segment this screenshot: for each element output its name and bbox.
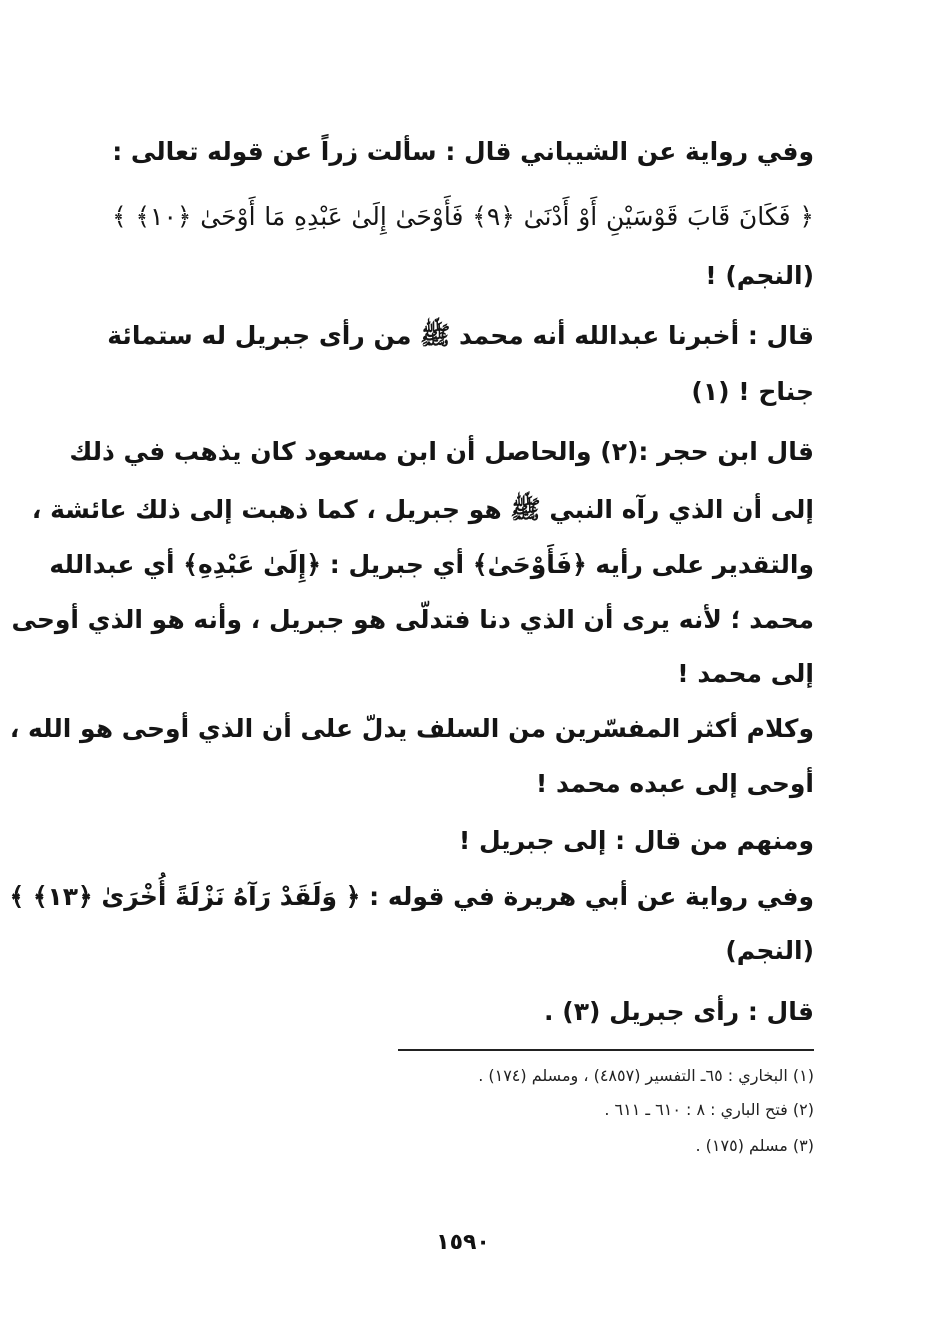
body-line-5: جناح ! (١): [691, 377, 814, 406]
body-line-16: قال : رأى جبريل (٣) .: [544, 997, 814, 1026]
body-line-11: وكلام أكثر المفسّرين من السلف يدلّ على أن الذي أوحى هو الله ،: [9, 714, 814, 743]
footnote-separator: [398, 1049, 814, 1051]
quran-verse-line: ﴿ فَكَانَ قَابَ قَوْسَيْنِ أَوْ أَدْنَىٰ ﴿٩﴾ فَأَوْحَىٰ إِلَىٰ عَبْدِهِ مَا أَوْحَىٰ ﴿١٠﴾ ﴾: [112, 202, 814, 231]
footnote-1: (١) البخاري : ٦٥ـ التفسير (٤٨٥٧) ، ومسلم (١٧٤) .: [478, 1066, 814, 1085]
body-line-4: قال : أخبرنا عبدالله أنه محمد ﷺ من رأى جبريل له ستمائة: [107, 321, 814, 350]
surah-reference: (النجم) !: [705, 261, 814, 290]
body-line-10: إلى محمد !: [677, 659, 814, 688]
footnote-3: (٣) مسلم (١٧٥) .: [695, 1136, 814, 1155]
body-line-7: إلى أن الذي رآه النبي ﷺ هو جبريل ، كما ذهبت إلى ذلك عائشة ،: [31, 495, 814, 524]
surah-reference-2: (النجم): [725, 936, 814, 965]
body-line-13: ومنهم من قال : إلى جبريل !: [458, 826, 814, 855]
body-line-1: وفي رواية عن الشيباني قال : سألت زراً عن قوله تعالى :: [112, 137, 814, 166]
body-line-9: محمد ؛ لأنه يرى أن الذي دنا فتدلّى هو جبريل ، وأنه هو الذي أوحى: [11, 605, 814, 634]
quran-verse-line-2: وفي رواية عن أبي هريرة في قوله : ﴿ وَلَقَدْ رَآهُ نَزْلَةً أُخْرَىٰ ﴿١٣﴾ ﴾: [9, 882, 814, 911]
page-number: ١٥٩٠: [436, 1230, 490, 1255]
body-line-12: أوحى إلى عبده محمد !: [535, 769, 814, 798]
body-line-8: والتقدير على رأيه ﴿فَأَوْحَىٰ﴾ أي جبريل : ﴿إِلَىٰ عَبْدِهِ﴾ أي عبدالله: [49, 550, 814, 579]
footnote-2: (٢) فتح الباري : ٨ : ٦١٠ ـ ٦١١ .: [604, 1100, 814, 1119]
body-line-6: قال ابن حجر :(٢) والحاصل أن ابن مسعود كان يذهب في ذلك: [69, 437, 814, 466]
